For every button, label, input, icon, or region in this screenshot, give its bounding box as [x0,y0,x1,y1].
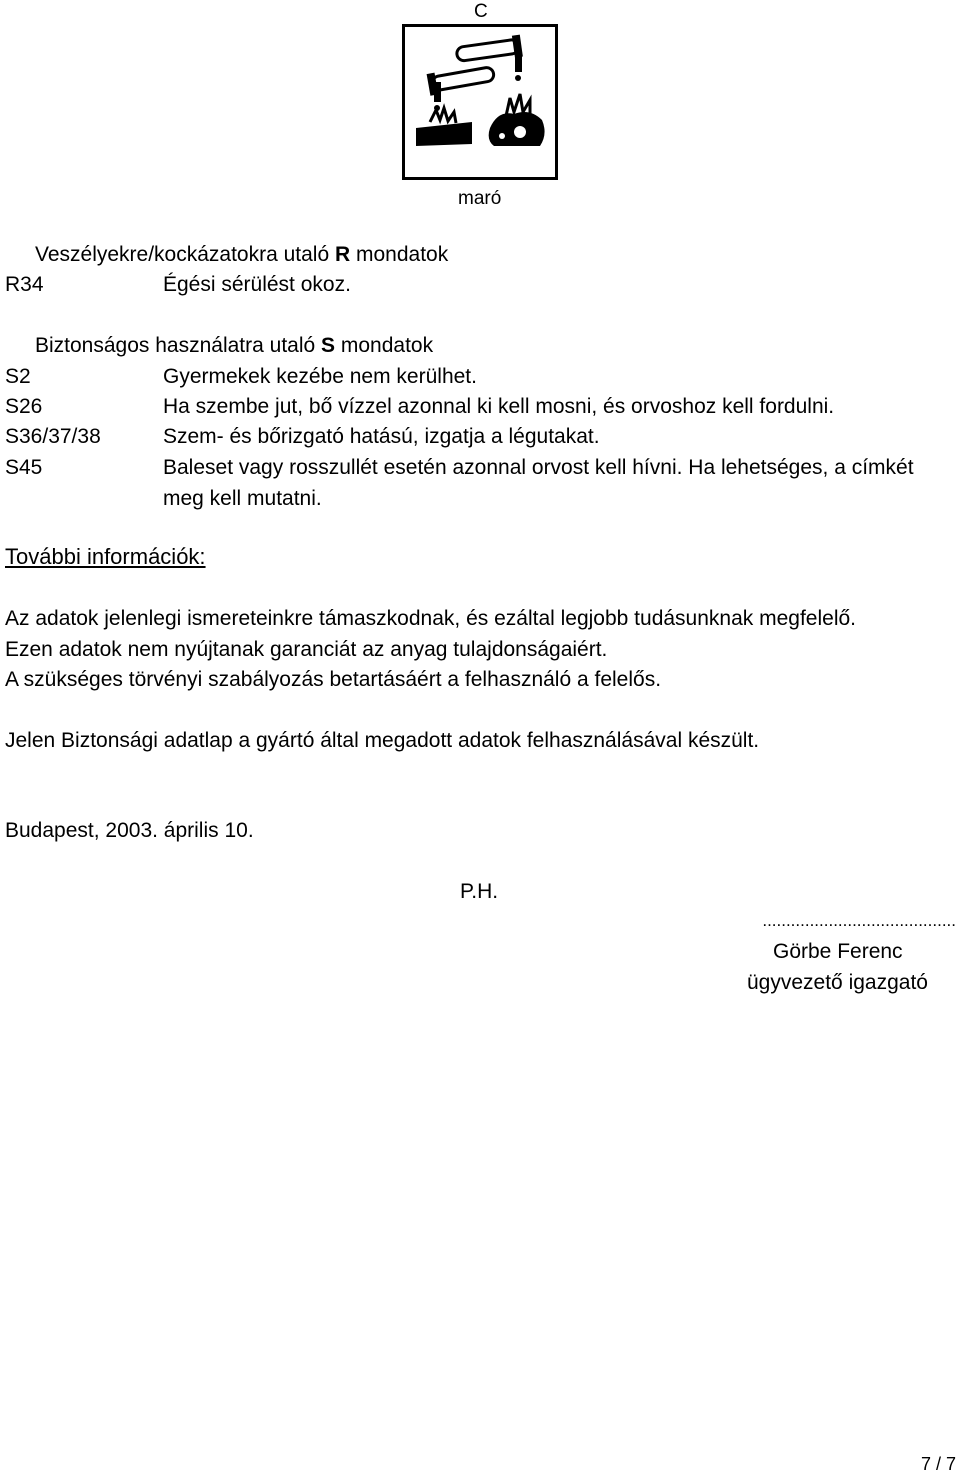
r-phrase-code: R34 [5,273,44,296]
s-phrase-text: Gyermekek kezébe nem kerülhet. [163,365,477,388]
r-heading-prefix: Veszélyekre/kockázatokra utaló [35,243,335,266]
place-date: Budapest, 2003. április 10. [5,819,254,842]
s-phrase-code: S2 [5,365,31,388]
stamp-placeholder: P.H. [460,880,499,903]
s-heading-bold: S [321,334,336,357]
info-heading: További információk: [5,544,206,569]
r-section-heading [35,244,448,265]
hazard-letter: C [474,1,488,22]
datasheet-statement: Jelen Biztonsági adatlap a gyártó által megadott adatok felhasználásával készült. [5,729,760,752]
s-section-heading [35,335,433,356]
info-line: Ezen adatok nem nyújtanak garanciát az anyag tulajdonságaiért. [5,638,608,661]
r-phrase-text: Égési sérülést okoz. [163,273,351,296]
info-line: A szükséges törvényi szabályozás betartásáért a felhasználó a felelős. [5,668,662,691]
r-heading-suffix: mondatok [350,243,449,266]
s-phrase-code: S26 [5,395,43,418]
s-phrase-text-continued: meg kell mutatni. [163,487,322,510]
s-phrase-text: Baleset vagy rosszullét esetén azonnal orvost kell hívni. Ha lehetséges, a címkét [163,456,914,479]
corrosive-pictogram-icon [402,24,558,180]
s-phrase-code: S36/37/38 [5,425,101,448]
s-phrase-code: S45 [5,456,43,479]
r-heading-bold: R [335,243,351,266]
signer-title: ügyvezető igazgató [747,971,928,994]
info-line: Az adatok jelenlegi ismereteinkre támaszkodnak, és ezáltal legjobb tudásunknak megfelelő. [5,607,856,630]
s-heading-suffix: mondatok [335,334,434,357]
s-phrase-text: Ha szembe jut, bő vízzel azonnal ki kell mosni, és orvoshoz kell fordulni. [163,395,835,418]
page-number: 7 / 7 [920,1454,956,1474]
signature-line: ......................................... [762,911,956,930]
s-heading-prefix: Biztonságos használatra utaló [35,334,322,357]
s-phrase-text: Szem- és bőrizgató hatású, izgatja a légutakat. [163,425,600,448]
hazard-label: maró [458,188,502,209]
signer-name: Görbe Ferenc [773,940,903,963]
